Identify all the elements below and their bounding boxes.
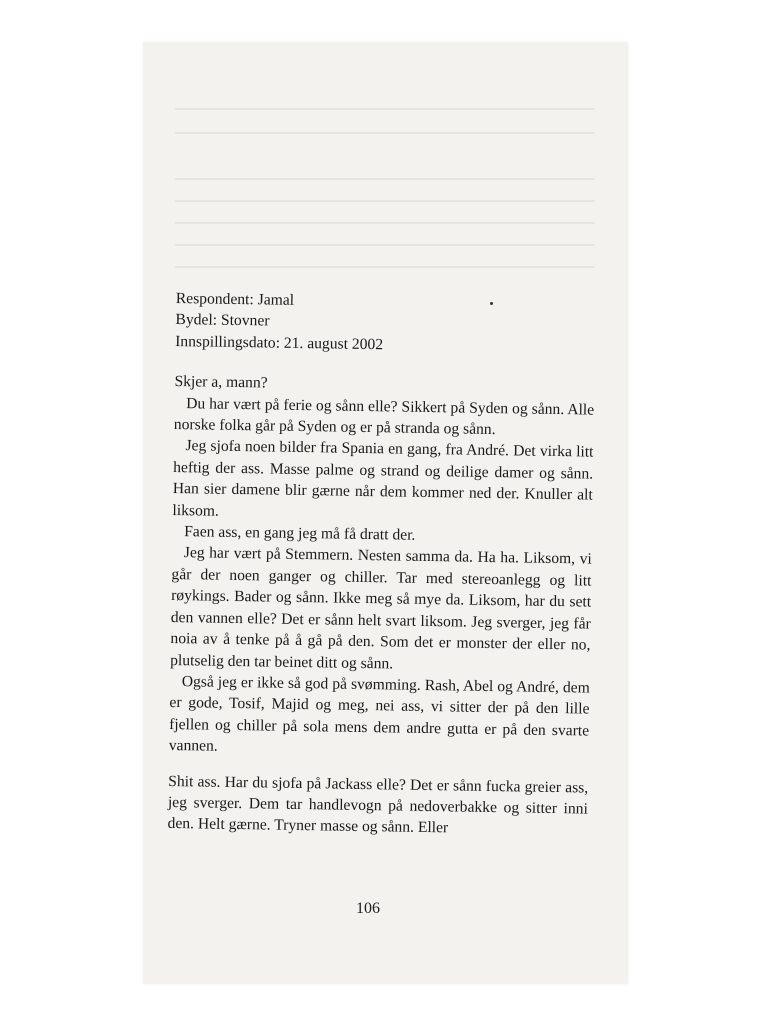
show-through-line <box>175 244 595 246</box>
show-through-line <box>175 222 595 224</box>
show-through-line <box>175 200 595 202</box>
transcript-text <box>167 288 596 841</box>
paragraph: Også jeg er ikke så god på svømming. Rash, Abel og André, dem er gode, Tosif, Majid og meg, nei ass, vi sitter der på den lille fjellen og chiller på sola mens dem andre gutta er på den svarte vannen. <box>168 673 590 755</box>
show-through-line <box>175 132 595 134</box>
paragraph: Du har vært på ferie og sånn elle? Sikkert på Syden og sånn. Alle norske folka går på Syden og er på stranda og sånn. <box>173 394 595 439</box>
district-label: Bydel: <box>175 311 218 330</box>
paragraph: Jeg har vært på Stemmern. Nesten samma da. Ha ha. Liksom, vi går der noen ganger og chiller. Tar med stereoanlegg og litt røykings. Bader og sånn. Ikke meg så mye da. Liksom, har du sett den vannen elle? Det er sånn helt svart liksom. Jeg sverger, jeg får noia av å tenke på å gå på den. Som det er monster der eller no, plutselig den tar beinet ditt og sånn. <box>170 544 592 672</box>
district-value: Stovner <box>220 312 270 330</box>
recording-date-label: Innspillingsdato: <box>175 332 281 352</box>
page-number: 106 <box>356 900 380 917</box>
paragraph: Faen ass, en gang jeg må få dratt der. <box>184 523 416 544</box>
paragraph-opening: Skjer a, mann? <box>174 373 268 392</box>
show-through-line <box>175 266 595 268</box>
respondent-value: Jamal <box>257 291 295 309</box>
paragraph: Jeg sjofa noen bilder fra Spania en gang, fra André. Det virka litt heftig der ass. Masse palme og strand og deilige damer og sånn. Han sier damene blir gærne når dem kommer ned der. Knuller alt liksom. <box>172 437 594 520</box>
show-through-line <box>175 108 595 110</box>
show-through-line <box>175 178 595 180</box>
respondent-label: Respondent: <box>175 289 254 309</box>
paragraph: Shit ass. Har du sjofa på Jackass elle? Det er sånn fucka greier ass, jeg sverger. Dem tar handlevogn på nedoverbakke og sitter inni den. Helt gærne. Tryner masse og sånn. Eller <box>167 772 589 837</box>
recording-date-value: 21. august 2002 <box>283 334 384 354</box>
